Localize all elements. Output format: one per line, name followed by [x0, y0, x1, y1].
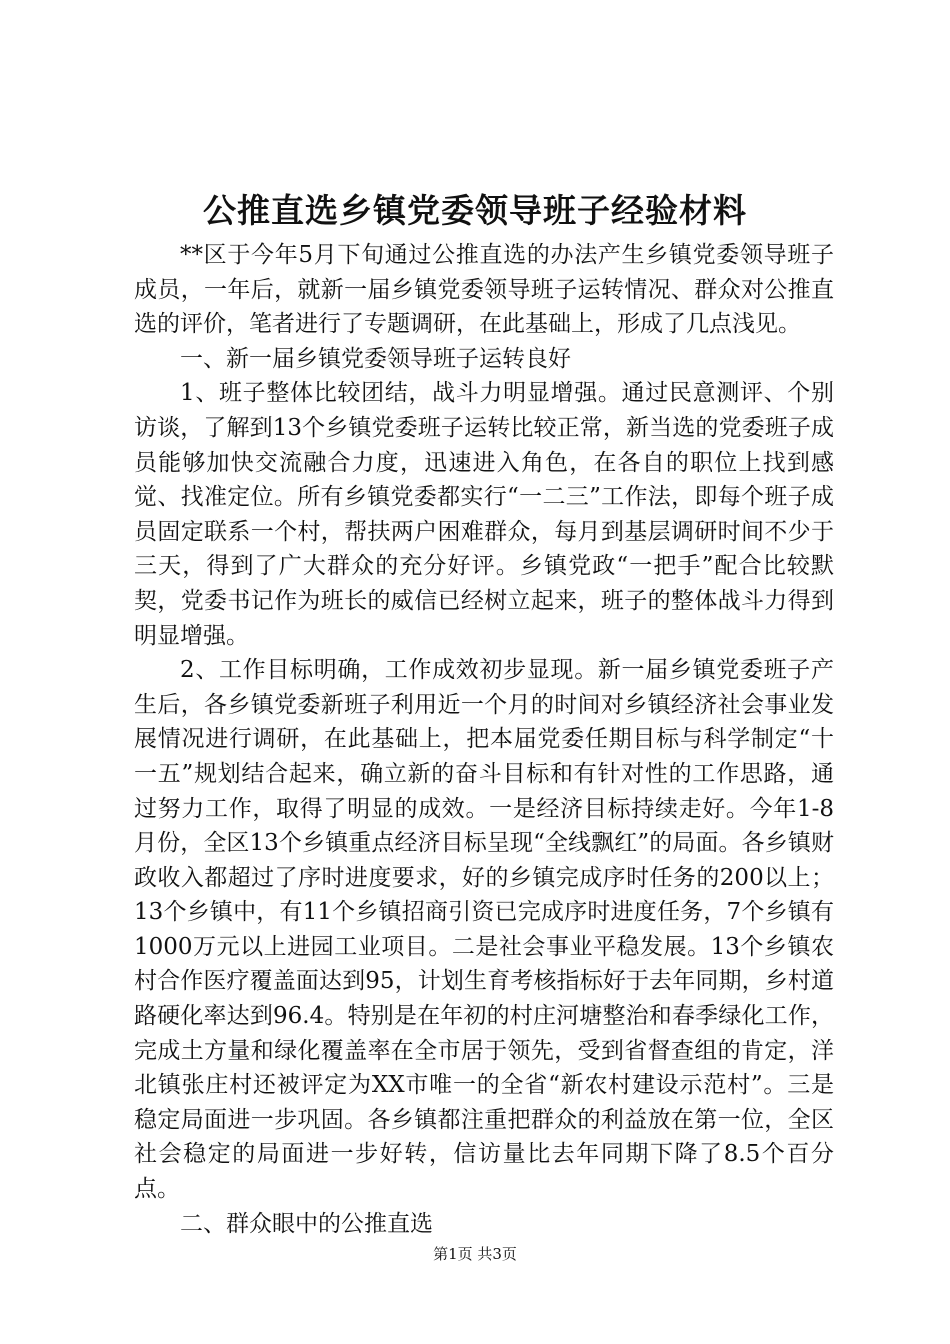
section1-paragraph-2: 2、工作目标明确，工作成效初步显现。新一届乡镇党委班子产生后，各乡镇党委新班子利用近一个月的时间对乡镇经济社会事业发展情况进行调研，在此基础上，把本届党委任期目标与科学制定“十一五”规划结合起来，确立新的奋斗目标和有针对性的工作思路，通过努力工作，取得了明显的成效。一是经济目标持续走好。今年1-8月份，全区13个乡镇重点经济目标呈现“全线飘红”的局面。各乡镇财政收入都超过了序时进度要求，好的乡镇完成序时任务的200以上；13个乡镇中，有11个乡镇招商引资已完成序时进度任务，7个乡镇有1000万元以上进园工业项目。二是社会事业平稳发展。13个乡镇农村合作医疗覆盖面达到95，计划生育考核指标好于去年同期，乡村道路硬化率达到96.4。特别是在年初的村庄河塘整治和春季绿化工作，完成土方量和绿化覆盖率在全市居于领先，受到省督查组的肯定，洋北镇张庄村还被评定为XX市唯一的全省“新农村建设示范村”。三是稳定局面进一步巩固。各乡镇都注重把群众的利益放在第一位，全区社会稳定的局面进一步好转，信访量比去年同期下降了8.5个百分点。	[134, 657, 834, 1203]
section1-paragraph-1: 1、班子整体比较团结，战斗力明显增强。通过民意测评、个别访谈，了解到13个乡镇党委班子运转比较正常，新当选的党委班子成员能够加快交流融合力度，迅速进入角色，在各自的职位上找到感觉、找准定位。所有乡镇党委都实行“一二三”工作法，即每个班子成员固定联系一个村，帮扶两户困难群众，每月到基层调研时间不少于三天，得到了广大群众的充分好评。乡镇党政“一把手”配合比较默契，党委书记作为班长的威信已经树立起来，班子的整体战斗力得到明显增强。	[134, 380, 834, 649]
intro-paragraph: **区于今年5月下旬通过公推直选的办法产生乡镇党委领导班子成员，一年后，就新一届乡镇党委领导班子运转情况、群众对公推直选的评价，笔者进行了专题调研，在此基础上，形成了几点浅见。	[134, 242, 834, 338]
section2-heading: 二、群众眼中的公推直选	[180, 1210, 433, 1237]
document-title: 公推直选乡镇党委领导班子经验材料	[203, 191, 747, 230]
document-body	[134, 238, 834, 1241]
section1-heading: 一、新一届乡镇党委领导班子运转良好	[180, 345, 571, 372]
page-footer: 第1页 共3页	[433, 1245, 517, 1263]
